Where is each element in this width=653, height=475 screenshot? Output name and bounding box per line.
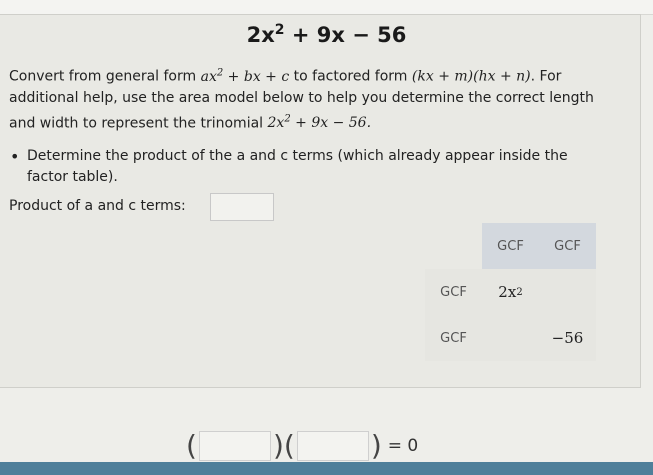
instructions-paragraph: [9, 62, 599, 134]
bottom-strip: [0, 462, 653, 475]
instructions-help: . For additional help, use the area model below to help you determine the correct length and width to represent the trinomial: [9, 68, 594, 132]
factor-2-input[interactable]: [297, 431, 369, 461]
cell-empty-1[interactable]: [539, 269, 596, 315]
gcf-row-1: GCF: [425, 269, 482, 315]
equation-term1-exponent: 2: [274, 22, 285, 38]
equation-rest: + 9x − 56: [291, 23, 407, 47]
top-bar: [0, 0, 653, 15]
instructions-to-factored: to factored form: [293, 68, 408, 85]
product-label: Product of a and c terms:: [9, 198, 186, 214]
trinomial: $2x^2 + 9x - 56$.: [267, 113, 372, 132]
close-paren-1: ): [272, 429, 284, 462]
cell-a-term: 2x 2: [482, 269, 539, 315]
gcf-row-2: GCF: [425, 315, 482, 361]
factored-form: (kx + m)(hx + n): [411, 68, 531, 85]
problem-equation: [0, 22, 653, 47]
bullet-instruction: • Determine the product of the a and c terms (which already appear inside the factor table).: [9, 146, 587, 188]
general-form: $ax^2$ + bx + c: [200, 67, 290, 85]
instructions-intro: Convert from general form: [9, 68, 197, 85]
product-input[interactable]: [210, 193, 274, 221]
close-paren-2: ): [370, 429, 382, 462]
factored-answer-row: [186, 428, 418, 464]
cell-empty-2[interactable]: [482, 315, 539, 361]
gcf-column-1: GCF: [482, 223, 539, 269]
open-paren-2: (: [283, 429, 295, 462]
equation-term1: 2x: [246, 23, 275, 47]
equals-zero: = 0: [387, 436, 419, 456]
open-paren-1: (: [186, 429, 197, 462]
cell-c-term: −56: [539, 315, 596, 361]
factor-1-input[interactable]: [199, 431, 271, 461]
area-corner: [425, 223, 482, 269]
gcf-column-2: GCF: [539, 223, 596, 269]
